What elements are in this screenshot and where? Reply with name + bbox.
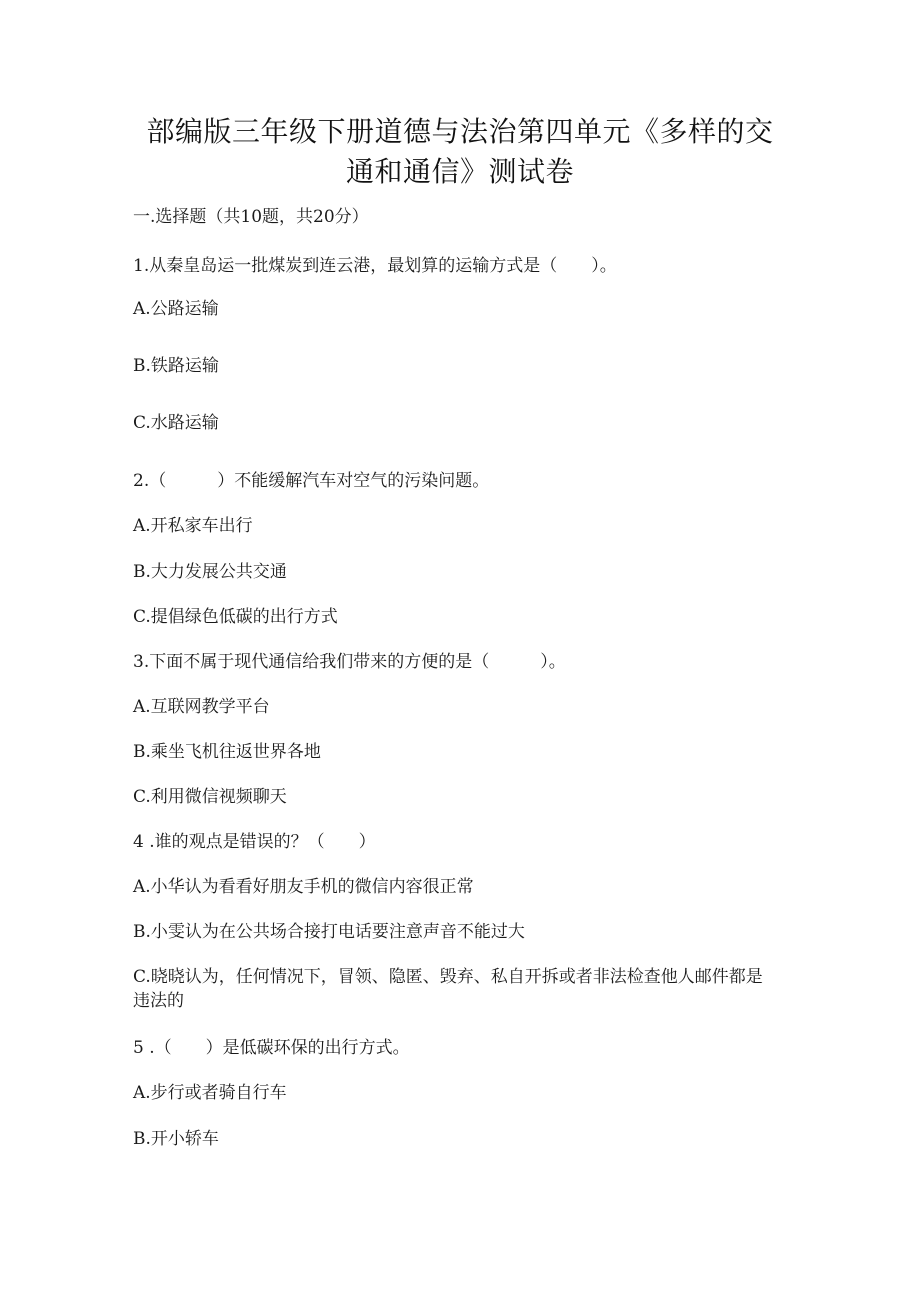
question-3-option-c: C.利用微信视频聊天 [133,787,287,807]
question-3-stem: 3.下面不属于现代通信给我们带来的方便的是（ ）。 [133,652,566,672]
question-4-option-a: A.小华认为看看好朋友手机的微信内容很正常 [133,877,474,897]
question-2-option-b: B.大力发展公共交通 [133,562,287,582]
question-4-option-c: C.晓晓认为，任何情况下，冒领、隐匿、毁弃、私自开拆或者非法检查他人邮件都是违法的 [133,967,763,1011]
question-5-option-a: A.步行或者骑自行车 [133,1083,287,1103]
question-2-stem: 2.（ ）不能缓解汽车对空气的污染问题。 [133,471,490,491]
question-4-option-b: B.小雯认为在公共场合接打电话要注意声音不能过大 [133,922,525,942]
section-heading: 一.选择题（共10题，共20分） [133,207,369,227]
question-2-option-a: A.开私家车出行 [133,516,253,536]
question-5-stem: 5 .（ ）是低碳环保的出行方式。 [133,1038,410,1058]
question-3-option-a: A.互联网教学平台 [133,697,270,717]
question-5-option-b: B.开小轿车 [133,1129,219,1149]
page-title: 部编版三年级下册道德与法治第四单元《多样的交通和通信》测试卷 [146,115,774,188]
question-2-option-c: C.提倡绿色低碳的出行方式 [133,607,338,627]
question-1-option-a: A.公路运输 [133,299,219,319]
question-1-option-c: C.水路运输 [133,413,219,433]
question-3-option-b: B.乘坐飞机往返世界各地 [133,742,321,762]
question-1-option-b: B.铁路运输 [133,356,219,376]
question-1-stem: 1.从秦皇岛运一批煤炭到连云港，最划算的运输方式是（ ）。 [133,256,617,276]
question-4-stem: 4 .谁的观点是错误的？（ ） [133,832,376,852]
